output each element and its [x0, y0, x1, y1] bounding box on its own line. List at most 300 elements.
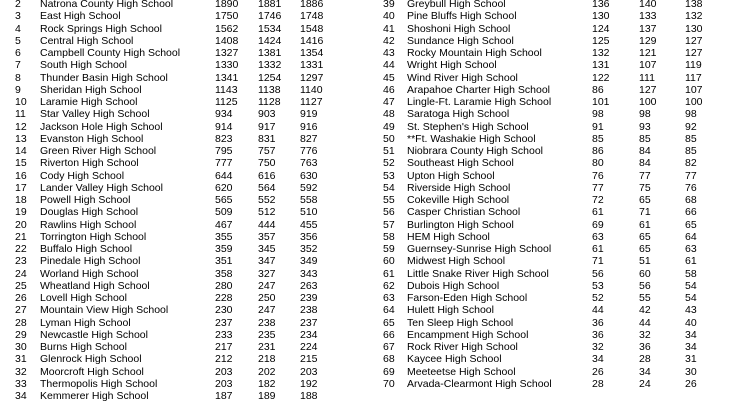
school-name-cell: Burlington High School: [407, 218, 514, 231]
value-2-cell: 250: [258, 292, 276, 304]
table-row: [0, 157, 365, 169]
rank-cell: 63: [383, 292, 395, 304]
value-2-cell: 140: [639, 0, 657, 10]
value-3-cell: 630: [300, 169, 318, 182]
value-1-cell: 509: [215, 206, 233, 219]
value-1-cell: 86: [592, 83, 604, 96]
school-name-cell: Newcastle High School: [40, 328, 148, 341]
value-1-cell: 130: [592, 10, 610, 23]
value-2-cell: 36: [639, 341, 651, 353]
rank-cell: 45: [383, 71, 395, 84]
school-name-cell: Riverside High School: [407, 181, 511, 194]
value-3-cell: 827: [300, 132, 318, 145]
value-1-cell: 52: [592, 292, 604, 304]
school-name-cell: Lyman High School: [40, 316, 131, 329]
school-name-cell: Arapahoe Charter High School: [407, 83, 551, 96]
value-3-cell: 63: [685, 243, 697, 255]
value-3-cell: 592: [300, 181, 318, 194]
school-name-cell: Wheatland High School: [40, 279, 150, 292]
rank-cell: 26: [15, 292, 27, 304]
table-row: [0, 353, 365, 365]
value-3-cell: 238: [300, 304, 318, 317]
table-row: [365, 353, 735, 365]
value-1-cell: 233: [215, 328, 233, 341]
rank-cell: 66: [383, 328, 395, 341]
value-2-cell: 444: [258, 218, 276, 231]
value-1-cell: 203: [215, 365, 233, 378]
value-2-cell: 34: [639, 365, 651, 378]
value-1-cell: 280: [215, 279, 233, 292]
rank-cell: 28: [15, 316, 27, 329]
school-name-cell: Powell High School: [40, 194, 131, 206]
rank-cell: 2: [15, 0, 21, 10]
value-1-cell: 823: [215, 132, 233, 145]
value-3-cell: 919: [300, 108, 318, 121]
value-2-cell: 65: [639, 230, 651, 243]
value-1-cell: 26: [592, 365, 604, 378]
value-1-cell: 76: [592, 169, 604, 182]
value-2-cell: 202: [258, 365, 276, 378]
school-name-cell: Moorcroft High School: [40, 365, 144, 378]
value-3-cell: 916: [300, 120, 318, 133]
school-name-cell: Douglas High School: [40, 206, 139, 219]
value-1-cell: 77: [592, 181, 604, 194]
rank-cell: 46: [383, 83, 395, 96]
rank-cell: 7: [15, 59, 21, 72]
rank-cell: 62: [383, 279, 395, 292]
value-2-cell: 121: [639, 47, 657, 59]
school-name-cell: Casper Christian School: [407, 206, 521, 219]
table-row: [0, 304, 365, 316]
table-row: [0, 47, 365, 59]
rank-cell: 30: [15, 341, 27, 353]
value-1-cell: 53: [592, 279, 604, 292]
value-2-cell: 51: [639, 255, 651, 268]
value-1-cell: 91: [592, 120, 604, 133]
rank-cell: 57: [383, 218, 395, 231]
value-2-cell: 61: [639, 218, 651, 231]
table-row: [365, 182, 735, 194]
rank-cell: 44: [383, 59, 395, 72]
value-1-cell: 1562: [215, 22, 239, 35]
school-name-cell: Midwest High School: [407, 255, 506, 268]
table-row: [0, 194, 365, 206]
value-1-cell: 1341: [215, 71, 239, 84]
value-3-cell: 356: [300, 230, 318, 243]
rank-cell: 6: [15, 47, 21, 59]
table-row: [0, 317, 365, 329]
value-2-cell: 757: [258, 145, 276, 157]
school-name-cell: Lingle-Ft. Laramie High School: [407, 96, 552, 108]
value-2-cell: 55: [639, 292, 651, 304]
table-row: [0, 390, 365, 402]
value-1-cell: 36: [592, 316, 604, 329]
value-2-cell: 1332: [258, 59, 282, 72]
value-1-cell: 36: [592, 328, 604, 341]
value-1-cell: 98: [592, 108, 604, 121]
value-2-cell: 1881: [258, 0, 282, 10]
rank-cell: 9: [15, 83, 21, 96]
value-1-cell: 237: [215, 316, 233, 329]
rank-cell: 65: [383, 316, 395, 329]
value-2-cell: 512: [258, 206, 276, 219]
value-1-cell: 101: [592, 96, 610, 108]
value-2-cell: 1746: [258, 10, 282, 23]
value-3-cell: 1127: [300, 96, 323, 108]
value-3-cell: 1331: [300, 59, 324, 72]
school-name-cell: Dubois High School: [407, 279, 500, 292]
school-name-cell: Wright High School: [407, 59, 497, 72]
school-name-cell: Cody High School: [40, 169, 125, 182]
rank-cell: 10: [15, 96, 27, 108]
school-name-cell: Worland High School: [40, 267, 139, 280]
table-row: [0, 35, 365, 47]
table-row: [0, 145, 365, 157]
school-name-cell: Burns High School: [40, 341, 127, 353]
value-2-cell: 137: [639, 22, 657, 35]
value-1-cell: 467: [215, 218, 233, 231]
table-row: [0, 23, 365, 35]
school-name-cell: Cokeville High School: [407, 194, 510, 206]
rank-cell: 60: [383, 255, 395, 268]
value-3-cell: 61: [685, 255, 697, 268]
value-2-cell: 84: [639, 145, 651, 157]
value-1-cell: 80: [592, 157, 604, 170]
school-name-cell: Sheridan High School: [40, 83, 142, 96]
value-1-cell: 203: [215, 377, 233, 390]
value-2-cell: 327: [258, 267, 276, 280]
table-row: [365, 280, 735, 292]
value-3-cell: 237: [300, 316, 318, 329]
school-name-cell: Rock Springs High School: [40, 22, 162, 35]
value-3-cell: 85: [685, 145, 697, 157]
school-name-cell: Buffalo High School: [40, 243, 133, 255]
school-name-cell: Wind River High School: [407, 71, 518, 84]
rank-cell: 18: [15, 194, 27, 206]
rank-cell: 22: [15, 243, 27, 255]
table-row: [0, 59, 365, 71]
table-row: [365, 96, 735, 108]
school-name-cell: Thermopolis High School: [40, 377, 158, 390]
school-name-cell: Pinedale High School: [40, 255, 141, 268]
value-3-cell: 558: [300, 194, 318, 206]
value-1-cell: 56: [592, 267, 604, 280]
value-2-cell: 247: [258, 304, 276, 317]
table-row: [365, 59, 735, 71]
value-1-cell: 934: [215, 108, 233, 121]
value-1-cell: 1327: [215, 47, 239, 59]
value-1-cell: 217: [215, 341, 233, 353]
value-2-cell: 42: [639, 304, 651, 317]
school-name-cell: Central High School: [40, 34, 134, 47]
value-1-cell: 358: [215, 267, 233, 280]
table-row: [365, 194, 735, 206]
value-2-cell: 1424: [258, 34, 282, 47]
value-2-cell: 238: [258, 316, 276, 329]
value-1-cell: 86: [592, 145, 604, 157]
value-2-cell: 345: [258, 243, 276, 255]
value-1-cell: 122: [592, 71, 610, 84]
school-name-cell: Green River High School: [40, 145, 157, 157]
table-row: [365, 255, 735, 267]
rank-cell: 11: [15, 108, 26, 121]
value-3-cell: 263: [300, 279, 318, 292]
value-2-cell: 44: [639, 316, 651, 329]
value-1-cell: 32: [592, 341, 604, 353]
rank-cell: 8: [15, 71, 21, 84]
value-3-cell: 1886: [300, 0, 324, 10]
school-name-cell: Saratoga High School: [407, 108, 510, 121]
rank-cell: 67: [383, 341, 395, 353]
value-1-cell: 777: [215, 157, 233, 170]
table-row: [365, 133, 735, 145]
value-3-cell: 77: [685, 169, 697, 182]
rank-cell: 59: [383, 243, 395, 255]
school-name-cell: Kaycee High School: [407, 353, 502, 366]
rank-cell: 20: [15, 218, 27, 231]
value-1-cell: 620: [215, 181, 233, 194]
value-1-cell: 565: [215, 194, 233, 206]
value-2-cell: 917: [258, 120, 276, 133]
table-row: [0, 378, 365, 390]
rank-cell: 64: [383, 304, 395, 317]
value-3-cell: 224: [300, 341, 318, 353]
value-3-cell: 510: [300, 206, 318, 219]
value-2-cell: 24: [639, 377, 651, 390]
rank-cell: 3: [15, 10, 21, 23]
value-2-cell: 129: [639, 34, 657, 47]
school-name-cell: Ten Sleep High School: [407, 316, 514, 329]
school-name-cell: Pine Bluffs High School: [407, 10, 517, 23]
value-1-cell: 1125: [215, 96, 238, 108]
value-3-cell: 1748: [300, 10, 324, 23]
rank-cell: 34: [15, 390, 27, 402]
table-row: [365, 206, 735, 218]
rank-cell: 31: [15, 353, 27, 366]
value-3-cell: 43: [685, 304, 697, 317]
rank-cell: 19: [15, 206, 27, 219]
rank-cell: 40: [383, 10, 395, 23]
value-1-cell: 1330: [215, 59, 239, 72]
school-name-cell: South High School: [40, 59, 127, 72]
table-row: [365, 268, 735, 280]
value-2-cell: 133: [639, 10, 657, 23]
value-2-cell: 347: [258, 255, 276, 268]
rank-cell: 70: [383, 377, 395, 390]
school-name-cell: Campbell County High School: [40, 47, 181, 59]
table-row: [0, 72, 365, 84]
table-row: [365, 366, 735, 378]
table-row: [365, 170, 735, 182]
value-2-cell: 71: [639, 206, 651, 219]
value-3-cell: 119: [685, 59, 702, 72]
table-row: [365, 329, 735, 341]
school-name-cell: Lovell High School: [40, 292, 127, 304]
value-3-cell: 343: [300, 267, 318, 280]
school-name-cell: Shoshoni High School: [407, 22, 511, 35]
value-1-cell: 228: [215, 292, 233, 304]
school-name-cell: Hulett High School: [407, 304, 494, 317]
school-name-cell: Laramie High School: [40, 96, 138, 108]
school-name-cell: St. Stephen's High School: [407, 120, 529, 133]
table-row: [365, 219, 735, 231]
value-1-cell: 1750: [215, 10, 239, 23]
value-1-cell: 69: [592, 218, 604, 231]
table-row: [365, 35, 735, 47]
value-2-cell: 357: [258, 230, 276, 243]
value-2-cell: 218: [258, 353, 276, 366]
rank-cell: 42: [383, 34, 395, 47]
rank-cell: 4: [15, 22, 21, 35]
school-name-cell: **Ft. Washakie High School: [407, 132, 536, 145]
table-row: [365, 231, 735, 243]
value-3-cell: 82: [685, 157, 697, 170]
value-1-cell: 34: [592, 353, 604, 366]
school-name-cell: Greybull High School: [407, 0, 506, 10]
value-1-cell: 187: [215, 390, 233, 402]
table-row: [0, 133, 365, 145]
value-3-cell: 92: [685, 120, 697, 133]
value-2-cell: 1254: [258, 71, 282, 84]
value-3-cell: 68: [685, 194, 697, 206]
value-2-cell: 32: [639, 328, 651, 341]
value-1-cell: 85: [592, 132, 604, 145]
rank-cell: 52: [383, 157, 395, 170]
table-row: [365, 157, 735, 169]
table-row: [0, 366, 365, 378]
value-2-cell: 127: [639, 83, 657, 96]
value-2-cell: 189: [258, 390, 276, 402]
rank-cell: 27: [15, 304, 27, 317]
school-name-cell: Upton High School: [407, 169, 495, 182]
table-row: [365, 23, 735, 35]
table-row: [0, 84, 365, 96]
value-3-cell: 215: [300, 353, 318, 366]
value-1-cell: 63: [592, 230, 604, 243]
value-1-cell: 359: [215, 243, 233, 255]
rank-cell: 51: [383, 145, 395, 157]
rank-cell: 39: [383, 0, 395, 10]
table-row: [0, 121, 365, 133]
school-name-cell: HEM High School: [407, 230, 490, 243]
value-2-cell: 616: [258, 169, 276, 182]
value-3-cell: 132: [685, 10, 703, 23]
rank-cell: 29: [15, 328, 27, 341]
table-row: [365, 0, 735, 10]
value-1-cell: 1890: [215, 0, 239, 10]
table-row: [0, 182, 365, 194]
rank-cell: 24: [15, 267, 27, 280]
rank-cell: 16: [15, 169, 27, 182]
table-row: [0, 96, 365, 108]
rank-cell: 50: [383, 132, 395, 145]
table-row: [0, 0, 365, 10]
value-2-cell: 182: [258, 377, 276, 390]
value-2-cell: 235: [258, 328, 276, 341]
value-1-cell: 71: [592, 255, 604, 268]
table-row: [0, 255, 365, 267]
school-name-cell: Encampment High School: [407, 328, 529, 341]
table-row: [365, 108, 735, 120]
school-name-cell: Little Snake River High School: [407, 267, 549, 280]
value-3-cell: 85: [685, 132, 697, 145]
school-name-cell: Thunder Basin High School: [40, 71, 168, 84]
table-row: [365, 317, 735, 329]
value-1-cell: 44: [592, 304, 604, 317]
value-3-cell: 30: [685, 365, 697, 378]
value-1-cell: 230: [215, 304, 233, 317]
rank-cell: 23: [15, 255, 27, 268]
value-2-cell: 107: [639, 59, 657, 72]
rank-cell: 32: [15, 365, 27, 378]
value-3-cell: 1297: [300, 71, 324, 84]
school-name-cell: Mountain View High School: [40, 304, 169, 317]
value-3-cell: 1548: [300, 22, 324, 35]
value-3-cell: 188: [300, 390, 318, 402]
school-name-cell: Riverton High School: [40, 157, 139, 170]
value-1-cell: 644: [215, 169, 233, 182]
value-1-cell: 132: [592, 47, 610, 59]
value-3-cell: 58: [685, 267, 697, 280]
value-3-cell: 65: [685, 218, 697, 231]
rank-cell: 33: [15, 377, 27, 390]
value-2-cell: 1381: [258, 47, 282, 59]
table-row: [365, 121, 735, 133]
table-row: [365, 72, 735, 84]
school-name-cell: Rocky Mountain High School: [407, 47, 542, 59]
school-name-cell: Kemmerer High School: [40, 390, 149, 402]
rank-cell: 12: [15, 120, 27, 133]
rank-cell: 5: [15, 34, 21, 47]
table-row: [0, 219, 365, 231]
value-2-cell: 111: [639, 71, 655, 84]
value-3-cell: 239: [300, 292, 318, 304]
value-1-cell: 1143: [215, 83, 238, 96]
value-2-cell: 1534: [258, 22, 282, 35]
value-2-cell: 1138: [258, 83, 281, 96]
table-row: [0, 341, 365, 353]
rank-cell: 55: [383, 194, 395, 206]
table-row: [0, 243, 365, 255]
school-table-left: [0, 0, 365, 402]
school-name-cell: Torrington High School: [40, 230, 147, 243]
rank-cell: 14: [15, 145, 27, 157]
school-name-cell: East High School: [40, 10, 121, 23]
rank-cell: 15: [15, 157, 27, 170]
school-name-cell: Sundance High School: [407, 34, 514, 47]
rank-cell: 54: [383, 181, 395, 194]
school-name-cell: Lander Valley High School: [40, 181, 163, 194]
rank-cell: 69: [383, 365, 395, 378]
school-name-cell: Jackson Hole High School: [40, 120, 163, 133]
rank-cell: 68: [383, 353, 395, 366]
value-2-cell: 750: [258, 157, 276, 170]
table-row: [0, 329, 365, 341]
rank-cell: 53: [383, 169, 395, 182]
rank-cell: 41: [383, 22, 395, 35]
value-2-cell: 75: [639, 181, 651, 194]
school-name-cell: Evanston High School: [40, 132, 144, 145]
value-1-cell: 136: [592, 0, 610, 10]
value-3-cell: 54: [685, 292, 697, 304]
table-row: [0, 108, 365, 120]
rank-cell: 56: [383, 206, 395, 219]
rank-cell: 13: [15, 132, 27, 145]
value-2-cell: 84: [639, 157, 651, 170]
rank-cell: 43: [383, 47, 395, 59]
value-3-cell: 54: [685, 279, 697, 292]
value-3-cell: 130: [685, 22, 703, 35]
